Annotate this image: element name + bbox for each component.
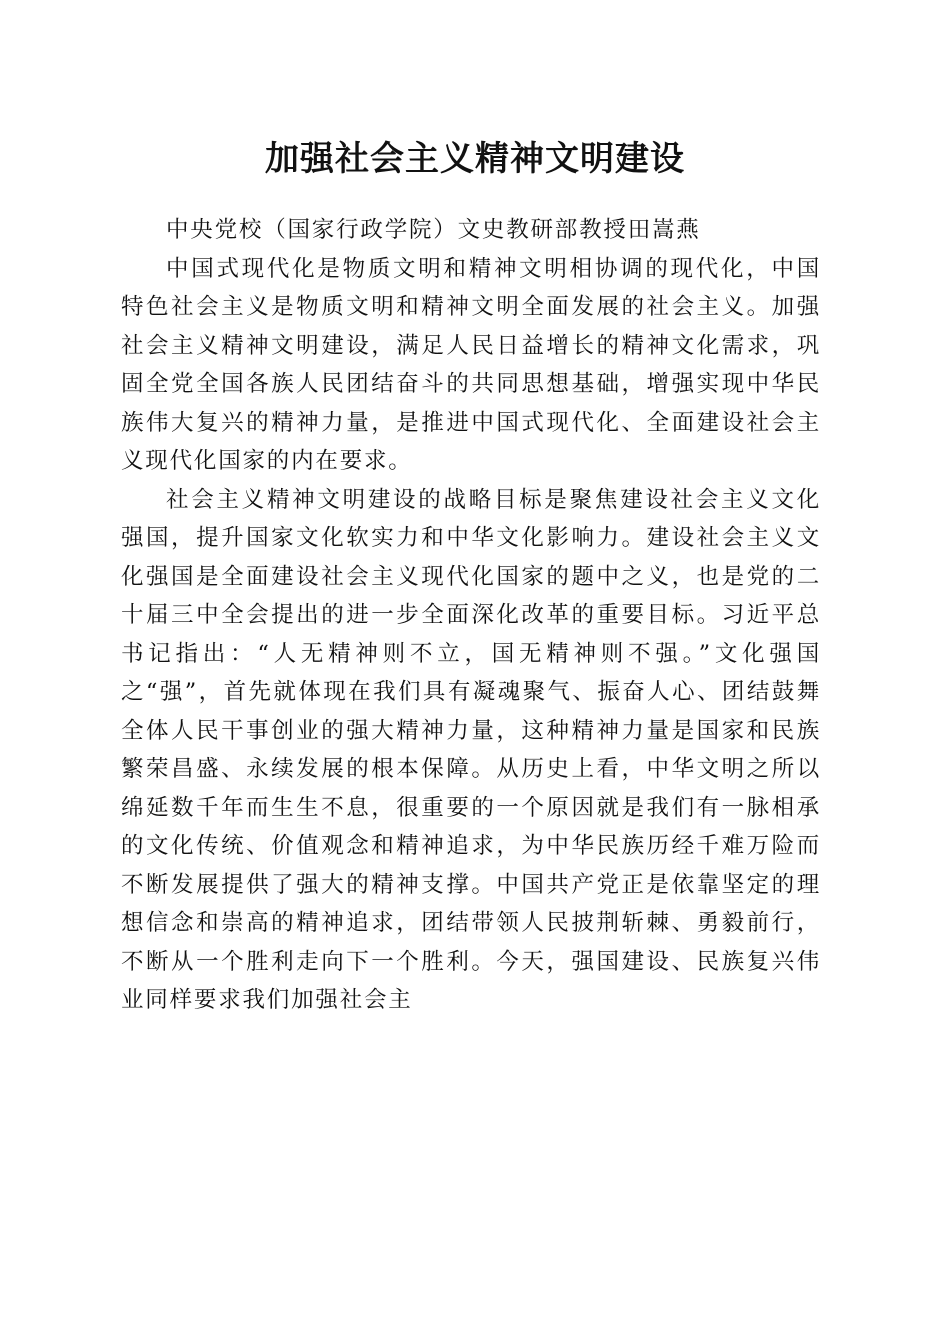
author-line: 中央党校（国家行政学院）文史教研部教授田嵩燕 [166,217,701,243]
page-title: 加强社会主义精神文明建设 [265,139,685,179]
paragraph-2: 社会主义精神文明建设的战略目标是聚焦建设社会主义文化强国，提升国家文化软实力和中华文化影响力。建设社会主义文化强国是全面建设社会主义现代化国家的题中之义，也是党的二十届三中全会提出的进一步全面深化改革的重要目标。习近平总书记指出：“人无精神则不立，国无精神则不强。”文化强国之“强”，首先就体现在我们具有凝魂聚气、振奋人心、团结鼓舞全体人民干事创业的强大精神力量，这种精神力量是国家和民族繁荣昌盛、永续发展的根本保障。从历史上看，中华文明之所以绵延数千年而生生不息，很重要的一个原因就是我们有一脉相承的文化传统、价值观念和精神追求，为中华民族历经千难万险而不断发展提供了强大的精神支撑。中国共产党正是依靠坚定的理想信念和崇高的精神追求，团结带领人民披荆斩棘、勇毅前行，不断从一个胜利走向下一个胜利。今天，强国建设、民族复兴伟业同样要求我们加强社会主 [121,486,821,1013]
article-body [121,211,821,1020]
paragraph-1: 中国式现代化是物质文明和精神文明相协调的现代化，中国特色社会主义是物质文明和精神文明全面发展的社会主义。加强社会主义精神文明建设，满足人民日益增长的精神文化需求，巩固全党全国各族人民团结奋斗的共同思想基础，增强实现中华民族伟大复兴的精神力量，是推进中国式现代化、全面建设社会主义现代化国家的内在要求。 [121,255,821,474]
